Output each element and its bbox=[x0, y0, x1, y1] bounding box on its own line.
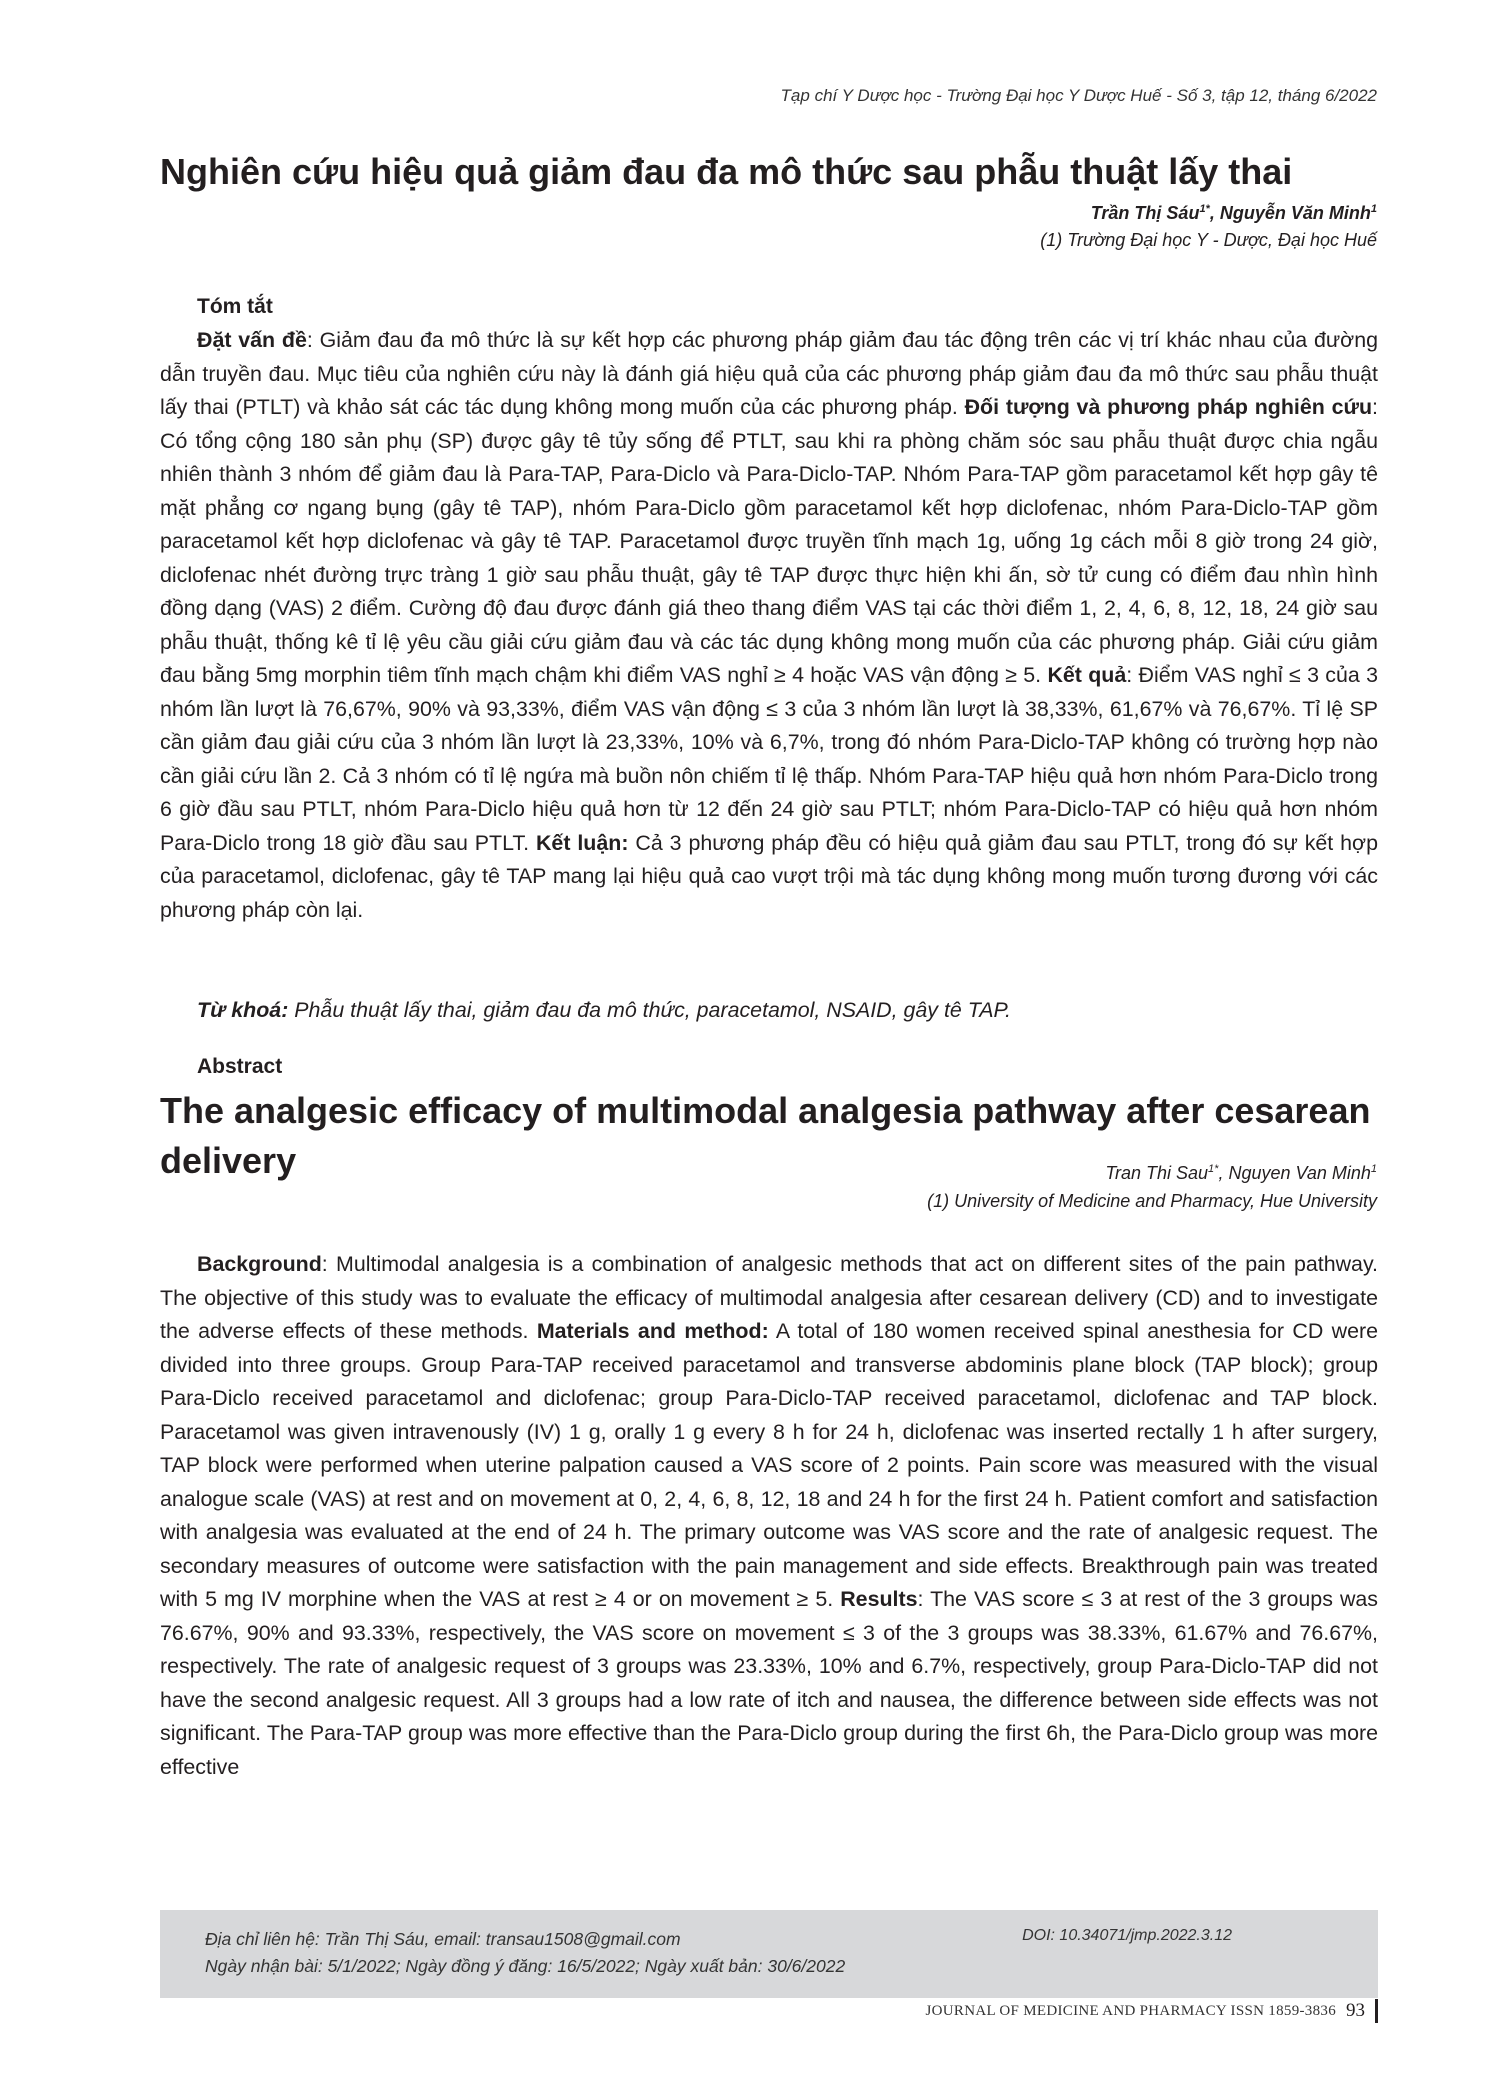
abstract-heading-conclusion: Kết luận: bbox=[535, 830, 629, 855]
author-name: Nguyễn Văn Minh bbox=[1219, 203, 1371, 223]
article-title-vi: Nghiên cứu hiệu quả giảm đau đa mô thức sau phẫu thuật lấy thai bbox=[160, 151, 1293, 192]
keywords-text: Phẫu thuật lấy thai, giảm đau đa mô thức, paracetamol, NSAID, gây tê TAP. bbox=[288, 998, 1011, 1022]
author-affiliation-mark: 1* bbox=[1208, 1163, 1219, 1175]
abstract-vi bbox=[160, 324, 1378, 927]
footer-journal-name: JOURNAL OF MEDICINE AND PHARMACY ISSN 1859-3836 bbox=[925, 2002, 1336, 2019]
abstract-heading-results: Kết quả bbox=[1047, 663, 1127, 687]
abstract-text-results: : Điểm VAS nghỉ ≤ 3 của 3 nhóm lần lượt là 76,67%, 90% và 93,33%, điểm VAS vận động ≤ 3 của 3 nhóm lần lượt là 38,33%, 61,67% và 76,67%. Tỉ lệ SP cần giảm đau giải cứu của 3 nhóm lần lượt là 23,33%, 10% và 6,7%, trong đó nhóm Para-Diclo-TAP không có trường hợp nào cần giải cứu lần 2. Cả 3 nhóm có tỉ lệ ngứa mà buồn nôn chiếm tỉ lệ thấp. Nhóm Para-TAP hiệu quả hơn nhóm Para-Diclo trong 6 giờ đầu sau PTLT, nhóm Para-Diclo hiệu quả hơn từ 12 đến 24 giờ sau PTLT; nhóm Para-Diclo-TAP có hiệu quả hơn nhóm Para-Diclo trong 18 giờ đầu sau PTLT. bbox=[160, 663, 1378, 855]
author-affiliation-mark: 1* bbox=[1199, 203, 1210, 215]
abstract-text-methods: : Có tổng cộng 180 sản phụ (SP) được gây tê tủy sống để PTLT, sau khi ra phòng chăm sóc sau phẫu thuật được chia ngẫu nhiên thành 3 nhóm để giảm đau là Para-TAP, Para-Diclo và Para-Diclo-TAP. Nhóm Para-TAP gồm paracetamol kết hợp gây tê mặt phẳng cơ ngang bụng (gây tê TAP), nhóm Para-Diclo gồm paracetamol kết hợp diclofenac, nhóm Para-Diclo-TAP gồm paracetamol kết hợp diclofenac và gây tê TAP. Paracetamol được truyền tĩnh mạch 1g, uống 1g cách mỗi 8 giờ trong 24 giờ, diclofenac nhét đường trực tràng 1 giờ sau phẫu thuật, gây tê TAP được thực hiện khi ấn, sờ tử cung có điểm đau nhìn hình đồng dạng (VAS) 2 điểm. Cường độ đau được đánh giá theo thang điểm VAS tại các thời điểm 1, 2, 4, 6, 8, 12, 18, 24 giờ sau phẫu thuật, thống kê tỉ lệ yêu cầu giải cứu giảm đau và các tác dụng không mong muốn của các phương pháp. Giải cứu giảm đau bằng 5mg morphin tiêm tĩnh mạch chậm khi điểm VAS nghỉ ≥ 4 hoặc VAS vận động ≥ 5. bbox=[160, 395, 1378, 687]
abstract-text-background: : Multimodal analgesia is a combination of analgesic methods that act on different sites of the pain pathway. The objective of this study was to evaluate the efficacy of multimodal analgesia after cesarean delivery (CD) and to investigate the adverse effects of these methods. bbox=[160, 1252, 1378, 1343]
abstract-heading-methods: Đối tượng và phương pháp nghiên cứu bbox=[964, 395, 1373, 419]
footer-divider bbox=[1375, 1999, 1378, 2023]
keywords-label: Từ khoá: bbox=[197, 998, 289, 1022]
affiliation-vi: (1) Trường Đại học Y - Dược, Đại học Huế bbox=[1040, 230, 1377, 250]
author-affiliation-mark: 1 bbox=[1370, 1163, 1377, 1175]
abstract-heading-results: Results bbox=[840, 1587, 918, 1611]
doi: DOI: 10.34071/jmp.2022.3.12 bbox=[1022, 1927, 1232, 1944]
authors-en bbox=[477, 1161, 1377, 1185]
author-name: Nguyen Van Minh bbox=[1228, 1163, 1371, 1183]
keywords-vi bbox=[160, 994, 1378, 1028]
publication-dates: Ngày nhận bài: 5/1/2022; Ngày đồng ý đăng: 16/5/2022; Ngày xuất bản: 30/6/2022 bbox=[205, 1956, 846, 1976]
author-separator: , bbox=[1218, 1163, 1229, 1183]
page-footer bbox=[925, 1996, 1378, 2026]
author-name: Tran Thi Sau bbox=[1105, 1163, 1209, 1183]
abstract-heading-background: Đặt vấn đề bbox=[197, 328, 307, 352]
correspondence-box bbox=[160, 1910, 1378, 1998]
abstract-heading-background: Background bbox=[197, 1252, 322, 1276]
abstract-text-background: : Giảm đau đa mô thức là sự kết hợp các phương pháp giảm đau tác động trên các vị trí khác nhau của đường dẫn truyền đau. Mục tiêu của nghiên cứu này là đánh giá hiệu quả của các phương pháp giảm đau đa mô thức sau phẫu thuật lấy thai (PTLT) và khảo sát các tác dụng không mong muốn của các phương pháp. bbox=[160, 328, 1378, 419]
abstract-en bbox=[160, 1248, 1378, 1784]
page-number: 93 bbox=[1346, 2000, 1365, 2021]
abstract-text-conclusion: Cả 3 phương pháp đều có hiệu quả giảm đau sau PTLT, trong đó sự kết hợp của paracetamol, diclofenac, gây tê TAP mang lại hiệu quả cao vượt trội mà tác dụng không mong muốn tương đương với các phương pháp còn lại. bbox=[160, 830, 1378, 922]
abstract-text-results: : The VAS score ≤ 3 at rest of the 3 groups was 76.67%, 90% and 93.33%, respectively, the VAS score on movement ≤ 3 of the 3 groups was 38.33%, 61.67% and 76.67%, respectively. The rate of analgesic request of 3 groups was 23.33%, 10% and 6.7%, respectively, group Para-Diclo-TAP did not have the second analgesic request. All 3 groups had a low rate of itch and nausea, the difference between side effects was not significant. The Para-TAP group was more effective than the Para-Diclo group during the first 6h, the Para-Diclo group was more effective bbox=[160, 1587, 1378, 1779]
section-heading-abstract: Abstract bbox=[197, 1055, 283, 1078]
author-name: Trần Thị Sáu bbox=[1090, 203, 1200, 223]
affiliation-en: (1) University of Medicine and Pharmacy, Hue University bbox=[927, 1191, 1377, 1211]
author-affiliation-mark: 1 bbox=[1370, 203, 1377, 215]
running-head: Tạp chí Y Dược học - Trường Đại học Y Dược Huế - Số 3, tập 12, tháng 6/2022 bbox=[780, 86, 1377, 105]
correspondence-address: Địa chỉ liên hệ: Trần Thị Sáu, email: transau1508@gmail.com bbox=[205, 1929, 681, 1949]
author-separator: , bbox=[1209, 203, 1220, 223]
article-title-en: The analgesic efficacy of multimodal analgesia pathway after cesarean delivery bbox=[160, 1090, 1371, 1181]
abstract-heading-methods: Materials and method: bbox=[536, 1319, 769, 1343]
authors-vi bbox=[477, 201, 1377, 225]
section-heading-tom-tat: Tóm tắt bbox=[197, 295, 273, 318]
abstract-text-methods: A total of 180 women received spinal anesthesia for CD were divided into three groups. Group Para-TAP received paracetamol and transverse abdominis plane block (TAP block); group Para-Diclo received paracetamol and diclofenac; group Para-Diclo-TAP received paracetamol, diclofenac and TAP block. Paracetamol was given intravenously (IV) 1 g, orally 1 g every 8 h for 24 h, diclofenac was inserted rectally 1 h after surgery, TAP block were performed when uterine palpation caused a VAS score of 2 points. Pain score was measured with the visual analogue scale (VAS) at rest and on movement at 0, 2, 4, 6, 8, 12, 18 and 24 h for the first 24 h. Patient comfort and satisfaction with analgesia was evaluated at the end of 24 h. The primary outcome was VAS score and the rate of analgesic request. The secondary measures of outcome were satisfaction with the pain management and side effects. Breakthrough pain was treated with 5 mg IV morphine when the VAS at rest ≥ 4 or on movement ≥ 5. bbox=[160, 1319, 1379, 1611]
